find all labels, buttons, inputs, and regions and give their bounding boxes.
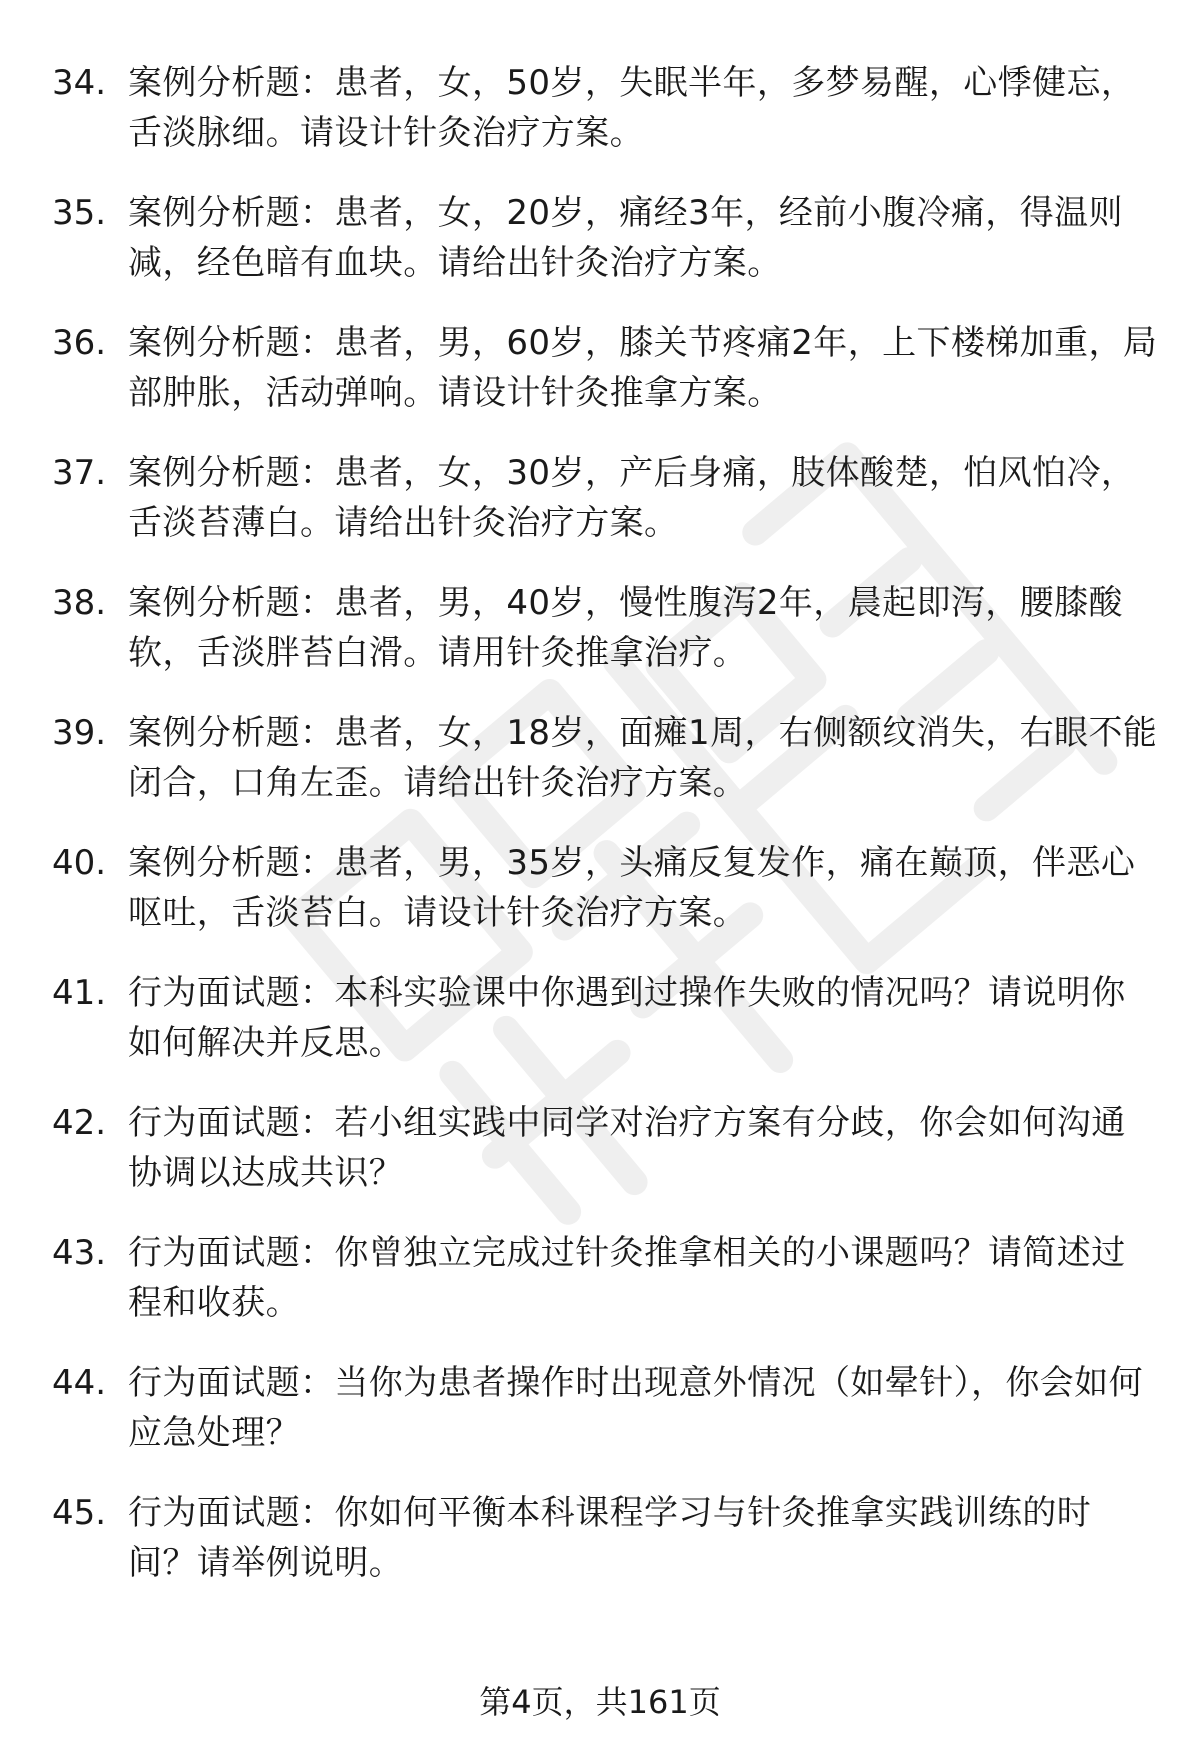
question-text: 行为面试题：若小组实践中同学对治疗方案有分歧，你会如何沟通协调以达成共识？	[128, 1103, 1126, 1193]
question-number: 44.	[52, 1363, 107, 1403]
question-number: 42.	[52, 1103, 107, 1143]
question-text: 行为面试题：你曾独立完成过针灸推拿相关的小课题吗？请简述过程和收获。	[128, 1233, 1126, 1323]
question-number: 45.	[52, 1493, 107, 1533]
question-text: 行为面试题：你如何平衡本科课程学习与针灸推拿实践训练的时间？请举例说明。	[128, 1493, 1092, 1583]
question-item	[0, 968, 1200, 1098]
question-number: 38.	[52, 583, 107, 623]
question-number: 35.	[52, 193, 107, 233]
question-number: 39.	[52, 713, 107, 753]
question-text: 案例分析题：患者，女，50岁，失眠半年，多梦易醒，心悸健忘，舌淡脉细。请设计针灸治疗方案。	[128, 63, 1136, 153]
question-item	[0, 188, 1200, 318]
question-number: 41.	[52, 973, 107, 1013]
question-number: 34.	[52, 63, 107, 103]
question-item	[0, 578, 1200, 708]
question-item	[0, 1488, 1200, 1618]
question-item	[0, 448, 1200, 578]
question-item	[0, 708, 1200, 838]
question-text: 案例分析题：患者，男，35岁，头痛反复发作，痛在巅顶，伴恶心呕吐，舌淡苔白。请设计针灸治疗方案。	[128, 843, 1136, 933]
question-text: 行为面试题：当你为患者操作时出现意外情况（如晕针），你会如何应急处理？	[128, 1363, 1143, 1453]
question-text: 行为面试题：本科实验课中你遇到过操作失败的情况吗？请说明你如何解决并反思。	[128, 973, 1126, 1063]
page-footer: 第4页，共161页	[479, 1683, 721, 1721]
question-number: 43.	[52, 1233, 107, 1273]
question-number: 37.	[52, 453, 107, 493]
question-text: 案例分析题：患者，女，20岁，痛经3年，经前小腹冷痛，得温则减，经色暗有血块。请给出针灸治疗方案。	[128, 193, 1123, 283]
question-text: 案例分析题：患者，男，60岁，膝关节疼痛2年，上下楼梯加重，局部肿胀，活动弹响。请设计针灸推拿方案。	[128, 323, 1158, 413]
question-item	[0, 318, 1200, 448]
question-number: 36.	[52, 323, 107, 363]
question-text: 案例分析题：患者，女，30岁，产后身痛，肢体酸楚，怕风怕冷，舌淡苔薄白。请给出针灸治疗方案。	[128, 453, 1136, 543]
question-item	[0, 1358, 1200, 1488]
question-number: 40.	[52, 843, 107, 883]
question-item	[0, 58, 1200, 188]
question-text: 案例分析题：患者，男，40岁，慢性腹泻2年，晨起即泻，腰膝酸软，舌淡胖苔白滑。请用针灸推拿治疗。	[128, 583, 1123, 673]
question-text: 案例分析题：患者，女，18岁，面瘫1周，右侧额纹消失，右眼不能闭合，口角左歪。请给出针灸治疗方案。	[128, 713, 1158, 803]
question-list	[0, 58, 1200, 1618]
question-item	[0, 838, 1200, 968]
question-item	[0, 1098, 1200, 1228]
question-item	[0, 1228, 1200, 1358]
